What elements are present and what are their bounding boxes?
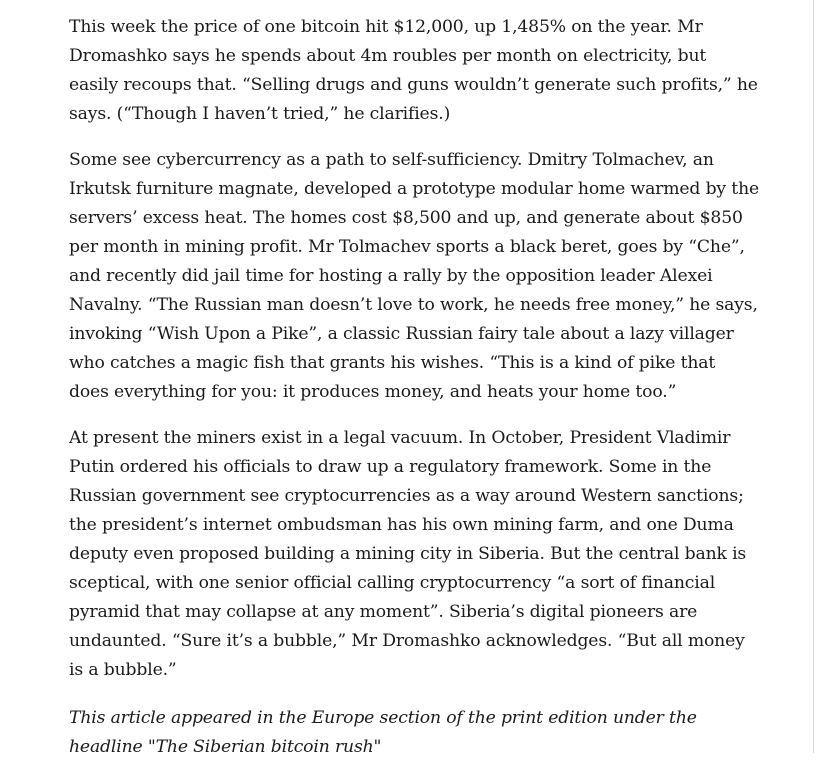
print-edition-credit: This article appeared in the Europe section of the print edition under the headline "The Siberian bitcoin rush" <box>69 708 697 757</box>
page-edge-divider <box>813 0 814 753</box>
paragraph-legal-vacuum: At present the miners exist in a legal vacuum. In October, President Vladimir Putin ordered his officials to draw up a regulatory framework. Some in the Russian government see cryptocurrencies as a way around Western sanctions; the president’s internet ombudsman has his own mining farm, and one Duma deputy even proposed building a mining city in Siberia. But the central bank is sceptical, with one senior official calling cryptocurrency “a sort of financial pyramid that may collapse at any moment”. Siberia’s digital pioneers are undaunted. “Sure it’s a bubble,” Mr Dromashko acknowledges. “But all money is a bubble.” <box>69 428 747 680</box>
paragraph-self-sufficiency: Some see cybercurrency as a path to self-sufficiency. Dmitry Tolmachev, an Irkutsk furniture magnate, developed a prototype modular home warmed by the servers’ excess heat. The homes cost $8,500 and up, and generate about $850 per month in mining profit. Mr Tolmachev sports a black beret, goes by “Che”, and recently did jail time for hosting a rally by the opposition leader Alexei Navalny. “The Russian man doesn’t love to work, he needs free money,” he says, invoking “Wish Upon a Pike”, a classic Russian fairy tale about a lazy villager who catches a magic fish that grants his wishes. “This is a kind of pike that does everything for you: it produces money, and heats your home too.” <box>69 150 760 402</box>
paragraph-bitcoin-price: This week the price of one bitcoin hit $12,000, up 1,485% on the year. Mr Dromashko says he spends about 4m roubles per month on electricity, but easily recoups that. “Selling drugs and guns wouldn’t generate such profits,” he says. (“Though I haven’t tried,” he clarifies.) <box>69 17 758 124</box>
article-body <box>69 13 759 779</box>
